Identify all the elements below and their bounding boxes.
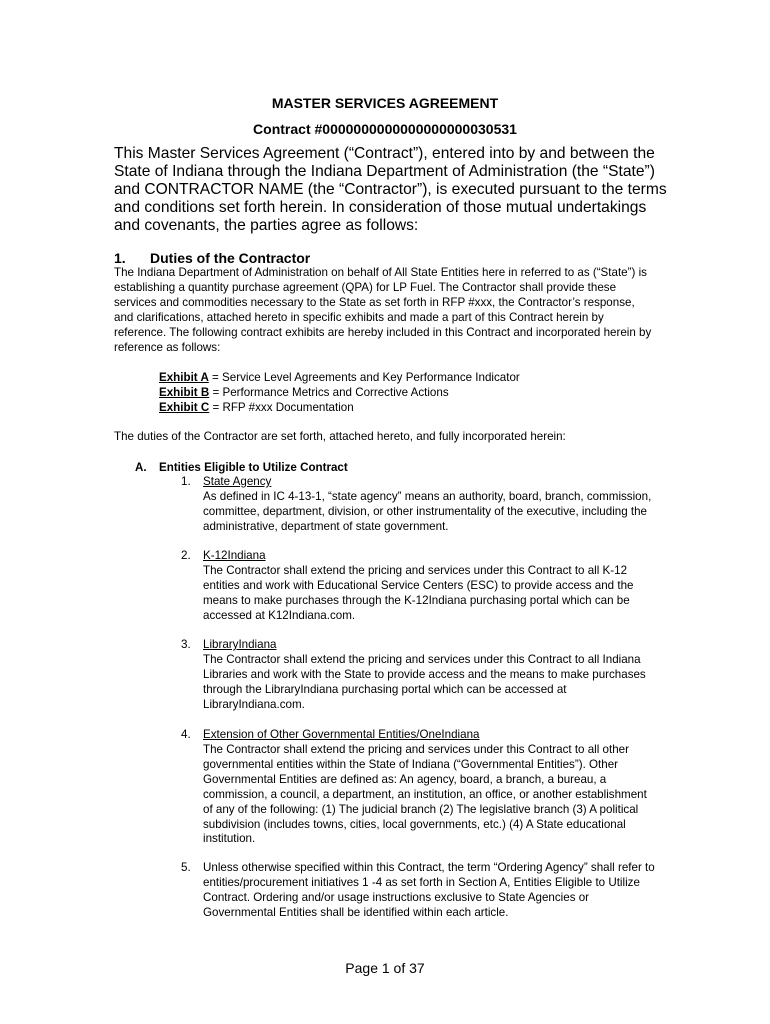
list-item-body: The Contractor shall extend the pricing and services under this Contract to all other governmental entities within the State of Indiana (“Governmental Entities”). Other Governmental Entities are defined as: An agency, board, a branch, a bureau, a commission, a council, a department, an institution, an office, or another establishment of any of the following: (1) The judicial branch (2) The legislative branch (3) A political subdivision (includes towns, cities, local governments, etc.) (4) A State educational institution.	[203, 743, 647, 846]
list-item-number: 4.	[181, 728, 191, 741]
list-item-body: The Contractor shall extend the pricing and services under this Contract to all Indiana Libraries and work with the State to provide access and the means to make purchases through the LibraryIndiana purchasing portal which can be accessed at LibraryIndiana.com.	[203, 653, 646, 711]
section-a-title: Entities Eligible to Utilize Contract	[159, 461, 348, 474]
duties-statement: The duties of the Contractor are set forth, attached hereto, and fully incorporated herein:	[114, 430, 566, 443]
exhibit-b-label: Exhibit B	[159, 386, 210, 399]
exhibit-a-text: = Service Level Agreements and Key Performance Indicator	[208, 371, 520, 384]
exhibit-a-label: Exhibit A	[159, 371, 209, 384]
exhibit-b-text: = Performance Metrics and Corrective Actions	[209, 386, 449, 399]
section-1-body: The Indiana Department of Administration on behalf of All State Entities here in referred to as (“State”) is establishing a quantity purchase agreement (QPA) for LP Fuel. The Contractor shall provide these services and commodities necessary to the State as set forth in RFP #xxx, the Contractor’s response, and clarifications, attached hereto in specific exhibits and made a part of this Contract herein by reference. The following contract exhibits are hereby included in this Contract and incorporated herein by reference as follows:	[114, 266, 652, 354]
exhibit-b	[159, 386, 449, 399]
intro-paragraph: This Master Services Agreement (“Contract”), entered into by and between the State of Indiana through the Indiana Department of Administration (the “State”) and CONTRACTOR NAME (the “Contractor”), is executed pursuant to the terms and conditions set forth herein. In consideration of those mutual undertakings and covenants, the parties agree as follows:	[114, 145, 667, 234]
list-item-heading: Extension of Other Governmental Entities/OneIndiana	[203, 728, 480, 741]
list-item-body: Unless otherwise specified within this Contract, the term “Ordering Agency” shall refer to entities/procurement initiatives 1 -4 as set forth in Section A, Entities Eligible to Utilize Contract. Ordering and/or usage instructions exclusive to State Agencies or Governmental Entities shall be identified within each article.	[203, 861, 655, 919]
exhibit-c	[159, 401, 354, 414]
page-number: Page 1 of 37	[345, 960, 425, 976]
list-item-heading: K-12Indiana	[203, 549, 266, 562]
list-item-body: The Contractor shall extend the pricing and services under this Contract to all K-12 entities and work with Educational Service Centers (ESC) to provide access and the means to make purchases through the K-12Indiana purchasing portal which can be accessed at K12Indiana.com.	[203, 564, 634, 622]
list-item-number: 2.	[181, 549, 191, 562]
section-a-number: A.	[135, 461, 147, 474]
section-1-number: 1.	[114, 250, 126, 266]
contract-number: Contract #0000000000000000000030531	[253, 121, 517, 137]
exhibit-c-label: Exhibit C	[159, 401, 210, 414]
list-item-heading: LibraryIndiana	[203, 638, 277, 651]
document-title: MASTER SERVICES AGREEMENT	[271, 95, 499, 111]
section-1-title: Duties of the Contractor	[150, 250, 311, 266]
section-a-heading	[135, 461, 348, 474]
exhibit-c-text: = RFP #xxx Documentation	[209, 401, 354, 414]
list-item-heading: State Agency	[203, 475, 272, 488]
section-1-heading	[114, 250, 310, 266]
list-item-number: 1.	[181, 475, 191, 488]
list-item-number: 5.	[181, 861, 191, 874]
list-item-body: As defined in IC 4-13-1, “state agency” means an authority, board, branch, commission, committee, department, division, or other instrumentality of the executive, including the administrative, department of state government.	[203, 490, 652, 533]
exhibit-a	[159, 371, 520, 384]
list-item-number: 3.	[181, 638, 191, 651]
